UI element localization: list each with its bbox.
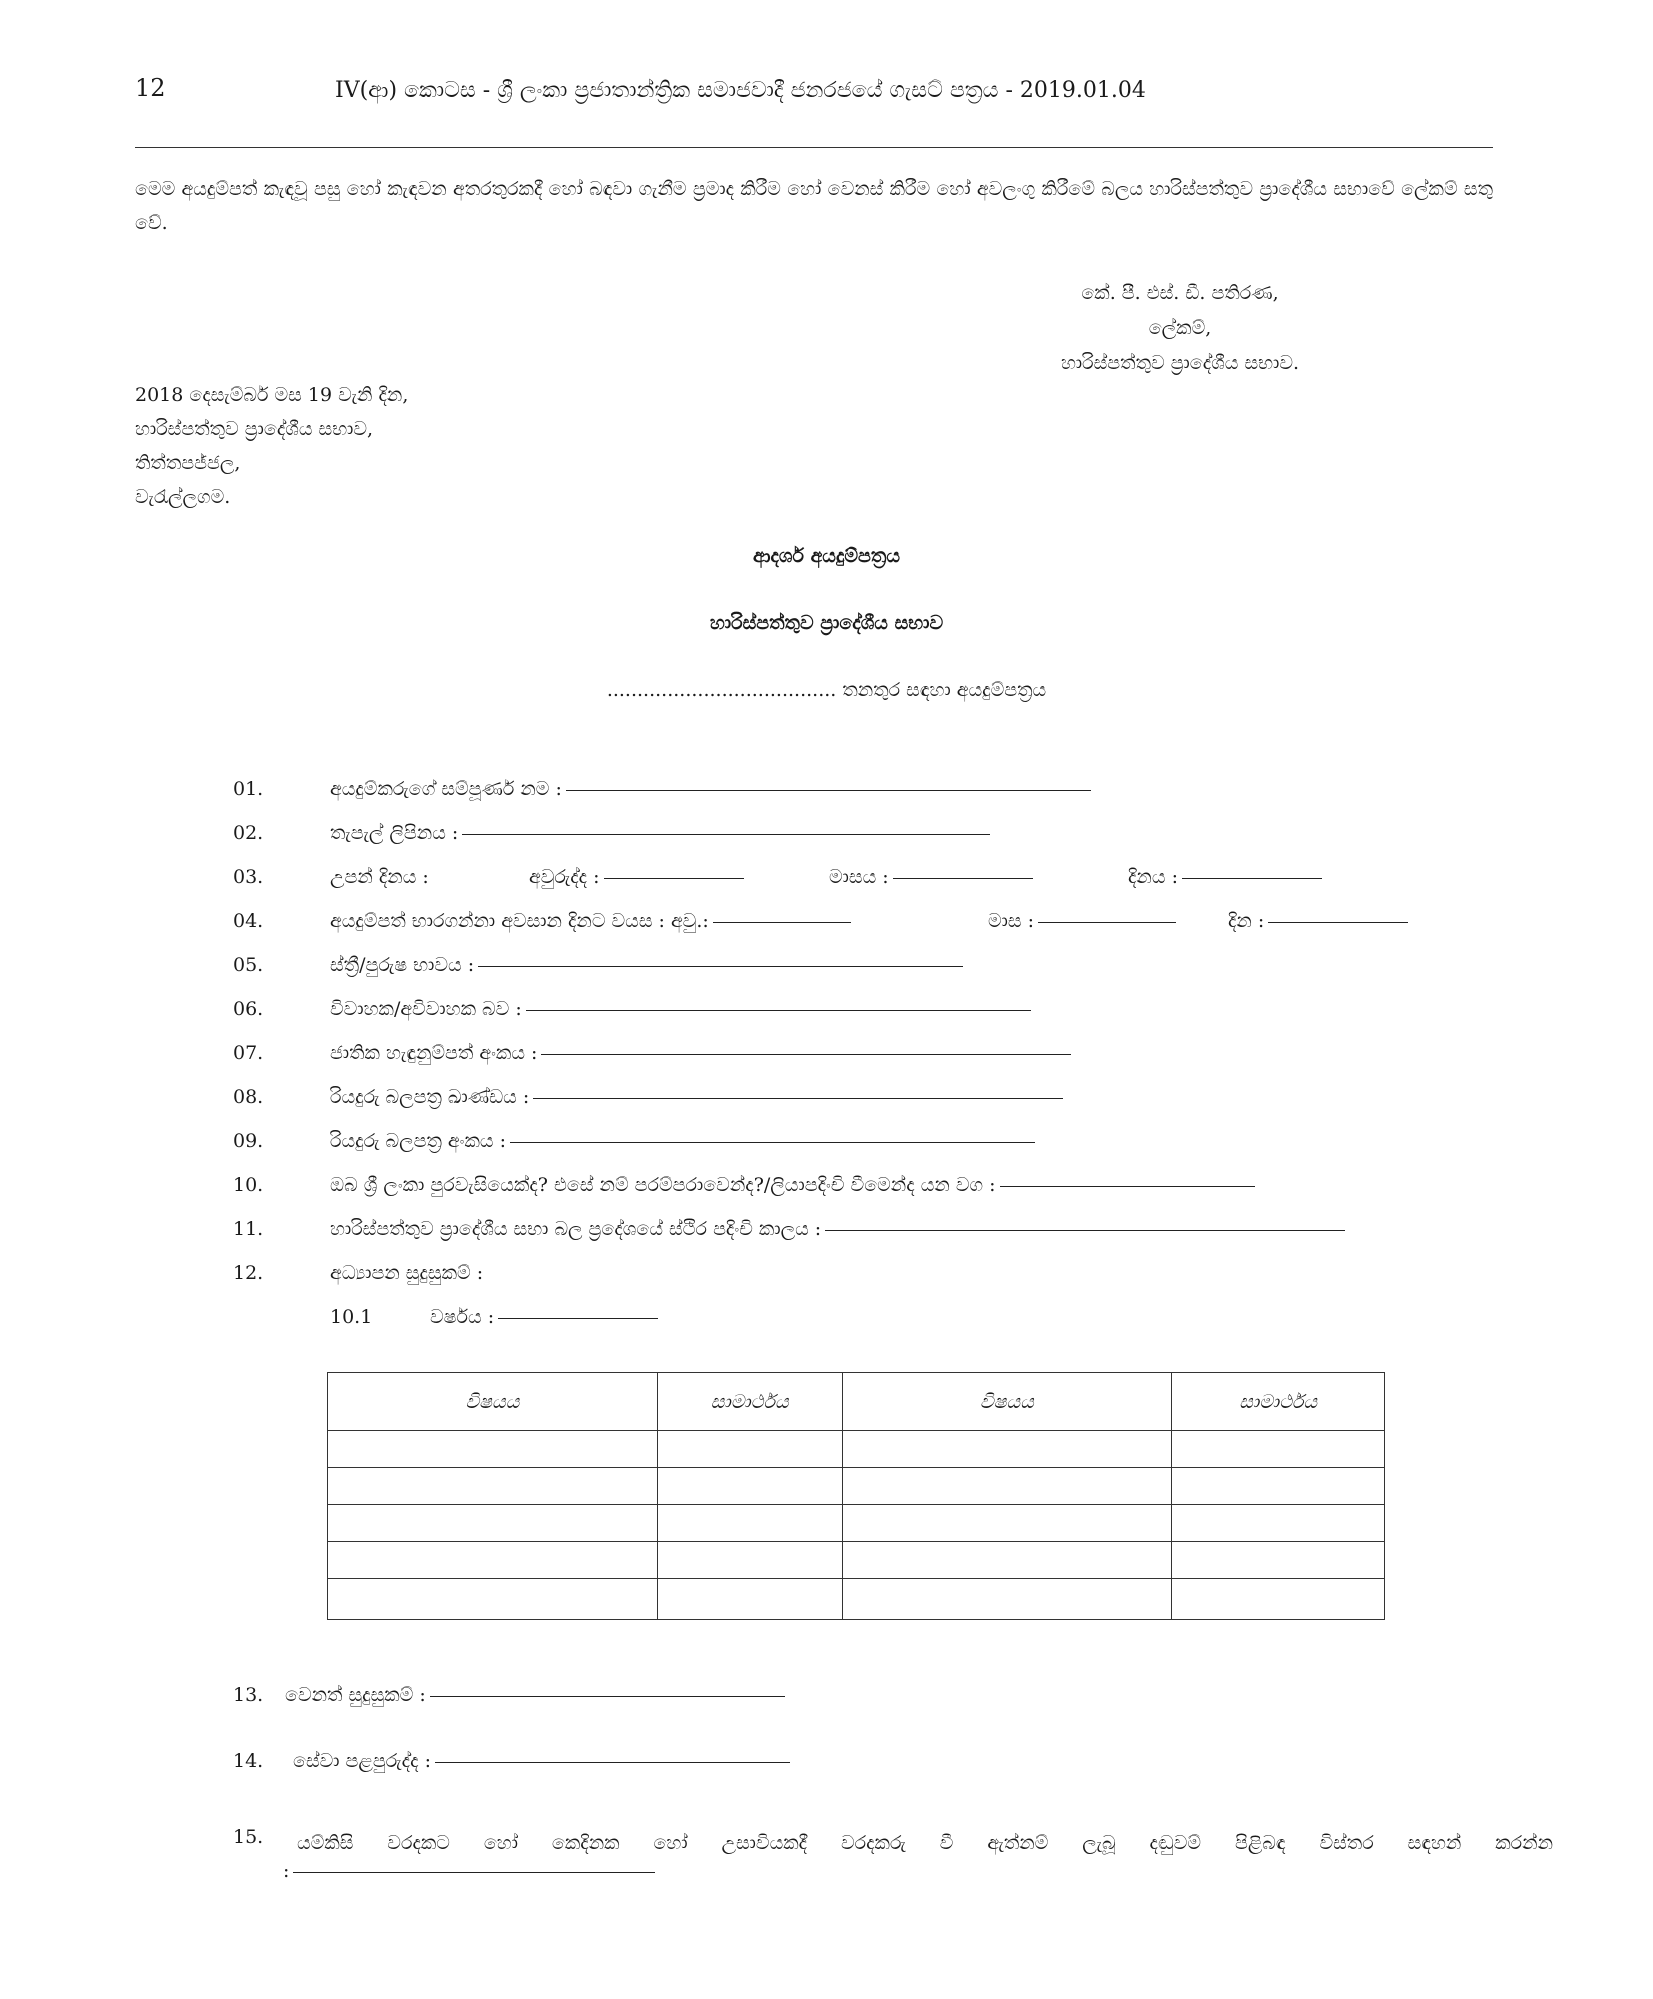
table-row — [328, 1505, 1385, 1542]
field-number: 02. — [233, 822, 264, 844]
field-label: රියදුරු බලපත්‍ර අංකය : — [330, 1130, 506, 1152]
table-cell[interactable] — [1172, 1431, 1385, 1468]
table-row — [328, 1431, 1385, 1468]
field-number: 01. — [233, 778, 264, 800]
dob-month-input-line[interactable] — [893, 878, 1033, 879]
table-cell[interactable] — [842, 1542, 1172, 1579]
full-name-input-line[interactable] — [566, 790, 1091, 791]
convictions-colon: : — [283, 1860, 290, 1882]
field-number: 13. — [233, 1684, 264, 1706]
field-label: අධ්‍යාපන සුදුසුකම් : — [330, 1262, 484, 1284]
field-number: 10. — [233, 1174, 264, 1196]
field-label: සේවා පළපුරුද්ද : — [293, 1750, 431, 1772]
field-label: රියදුරු බලපත්‍ර ඛාණ්ඩය : — [330, 1086, 530, 1108]
table-cell[interactable] — [1172, 1468, 1385, 1505]
page-number: 12 — [135, 74, 166, 102]
field-label: ස්ත්‍රී/පුරුෂ භාවය : — [330, 954, 475, 976]
address-line: හාරිස්පත්තුව ප්‍රාදේශීය සභාව, — [135, 418, 374, 440]
age-months-label: මාස : — [988, 910, 1035, 932]
gender-input-line[interactable] — [478, 966, 963, 967]
signatory-office: හාරිස්පත්තුව ප්‍රාදේශීය සභාව. — [1060, 352, 1300, 374]
post-blank[interactable]: ...................................... — [606, 679, 837, 701]
table-cell[interactable] — [657, 1579, 842, 1620]
form-title: ආදර්ශ අයදුම්පත්‍රය — [752, 545, 901, 567]
address-date: 2018 දෙසැම්බර් මස 19 වැනි දින, — [135, 384, 409, 406]
table-header-row — [328, 1373, 1385, 1431]
signatory-role: ලේකම්, — [1148, 317, 1212, 339]
column-header-result: සාමාර්ථය — [1172, 1373, 1385, 1431]
field-label: අයදුම්කරුගේ සම්පූර්ණ නම : — [330, 778, 562, 800]
field-label: ඔබ ශ්‍රී ලංකා පුරවැසියෙක්ද? එසේ නම් පරම්පරාවෙන්ද?/ලියාපදිංචි වීමෙන්ද යන වග : — [330, 1174, 996, 1196]
table-cell[interactable] — [657, 1542, 842, 1579]
field-label: තැපැල් ලිපිනය : — [330, 822, 459, 844]
field-number: 09. — [233, 1130, 264, 1152]
year-input-line[interactable] — [498, 1318, 658, 1319]
nic-number-input-line[interactable] — [541, 1054, 1071, 1055]
field-number: 14. — [233, 1750, 264, 1772]
field-number: 12. — [233, 1262, 264, 1284]
convictions-input-line[interactable] — [293, 1872, 655, 1873]
table-cell[interactable] — [842, 1468, 1172, 1505]
dob-year-input-line[interactable] — [604, 878, 744, 879]
year-label: වර්ෂය : — [430, 1306, 495, 1328]
table-cell[interactable] — [1172, 1542, 1385, 1579]
column-header-subject: විෂයය — [328, 1373, 658, 1431]
table-cell[interactable] — [657, 1431, 842, 1468]
field-label: ජාතික හැඳුනුම්පත් අංකය : — [330, 1042, 538, 1064]
table-cell[interactable] — [328, 1468, 658, 1505]
results-table — [327, 1372, 1385, 1620]
age-months-input-line[interactable] — [1038, 922, 1176, 923]
table-row — [328, 1542, 1385, 1579]
address-line: වැරැල්ලගම. — [135, 486, 231, 508]
field-number: 03. — [233, 866, 264, 888]
age-days-label: දින : — [1228, 910, 1265, 932]
dob-year-label: අවුරුද්ද : — [529, 866, 600, 888]
signature-block — [1000, 276, 1360, 381]
license-class-input-line[interactable] — [533, 1098, 1063, 1099]
field-number: 05. — [233, 954, 264, 976]
field-label: හාරිස්පත්තුව ප්‍රාදේශීය සභා බල ප්‍රදේශයේ ස්ථිර පදිංචි කාලය : — [330, 1218, 822, 1240]
address-line: තිත්තපජ්ජල, — [135, 452, 241, 474]
table-cell[interactable] — [328, 1505, 658, 1542]
field-age-at-closing — [233, 910, 1433, 942]
field-label: විවාහක/අවිවාහක බව : — [330, 998, 522, 1020]
table-cell[interactable] — [842, 1431, 1172, 1468]
column-header-subject: විෂයය — [842, 1373, 1172, 1431]
service-experience-input-line[interactable] — [435, 1762, 790, 1763]
table-cell[interactable] — [842, 1579, 1172, 1620]
gazette-header-title: IV(ආ) කොටස - ශ්‍රී ලංකා ප්‍රජාතාන්ත්‍රික සමාජවාදී ජනරජයේ ගැසට් පත්‍රය - 2019.01.04 — [335, 78, 1146, 103]
address-block — [135, 378, 408, 514]
field-label: උපන් දිනය : — [330, 866, 429, 888]
table-cell[interactable] — [328, 1431, 658, 1468]
dob-day-input-line[interactable] — [1182, 878, 1322, 879]
intro-paragraph: මෙම අයදුම්පත් කැඳවූ පසු හෝ කැඳවන අතරතුරකදී හෝ බඳවා ගැනීම ප්‍රමාද කිරීම හෝ වෙනස් කිරීම හෝ අවලංගු කිරීමේ බලය හාරිස්පත්තුව ප්‍රාදේශීය සභාවේ ලේකම් සතු වේ. — [135, 178, 1493, 234]
field-number: 08. — [233, 1086, 264, 1108]
table-cell[interactable] — [328, 1579, 658, 1620]
citizenship-input-line[interactable] — [1000, 1186, 1255, 1187]
dob-month-label: මාසය : — [829, 866, 889, 888]
table-cell[interactable] — [657, 1505, 842, 1542]
table-cell[interactable] — [1172, 1579, 1385, 1620]
residence-period-input-line[interactable] — [825, 1230, 1345, 1231]
age-years-label: අයදුම්පත් භාරගන්නා අවසාන දිනට වයස : අවු.: — [330, 910, 709, 932]
column-header-result: සාමාර්ථය — [657, 1373, 842, 1431]
form-post-line — [0, 679, 1653, 701]
post-suffix: තනතුර සඳහා අයදුම්පත්‍රය — [842, 679, 1047, 701]
field-number: 04. — [233, 910, 264, 932]
field-number: 11. — [233, 1218, 264, 1240]
table-cell[interactable] — [842, 1505, 1172, 1542]
field-number: 06. — [233, 998, 264, 1020]
table-cell[interactable] — [1172, 1505, 1385, 1542]
table-row — [328, 1579, 1385, 1620]
field-label: වෙනත් සුදුසුකම් : — [285, 1684, 426, 1706]
form-organization: හාරිස්පත්තුව ප්‍රාදේශීය සභාව — [709, 612, 944, 634]
field-date-of-birth — [233, 866, 1433, 898]
marital-status-input-line[interactable] — [526, 1010, 1031, 1011]
header-divider — [135, 147, 1493, 148]
field-number: 15. — [233, 1826, 264, 1848]
signatory-name: කේ. පී. එස්. ඩී. පතිරණ, — [1081, 282, 1279, 304]
age-years-input-line[interactable] — [713, 922, 851, 923]
other-qualifications-input-line[interactable] — [430, 1696, 785, 1697]
field-number: 07. — [233, 1042, 264, 1064]
table-cell[interactable] — [657, 1468, 842, 1505]
table-cell[interactable] — [328, 1542, 658, 1579]
table-row — [328, 1468, 1385, 1505]
convictions-label: යම්කිසි වරදකට හෝ කෙදිනක හෝ උසාවියකදී වරදකරු වී ඇත්නම් ලැබූ දඬුවම් පිළිබඳ විස්තර සඳහන් කරන්න — [297, 1832, 1553, 1854]
age-days-input-line[interactable] — [1268, 922, 1408, 923]
postal-address-input-line[interactable] — [462, 834, 990, 835]
license-number-input-line[interactable] — [510, 1142, 1035, 1143]
sub-field-number: 10.1 — [330, 1306, 373, 1328]
dob-day-label: දිනය : — [1128, 866, 1178, 888]
